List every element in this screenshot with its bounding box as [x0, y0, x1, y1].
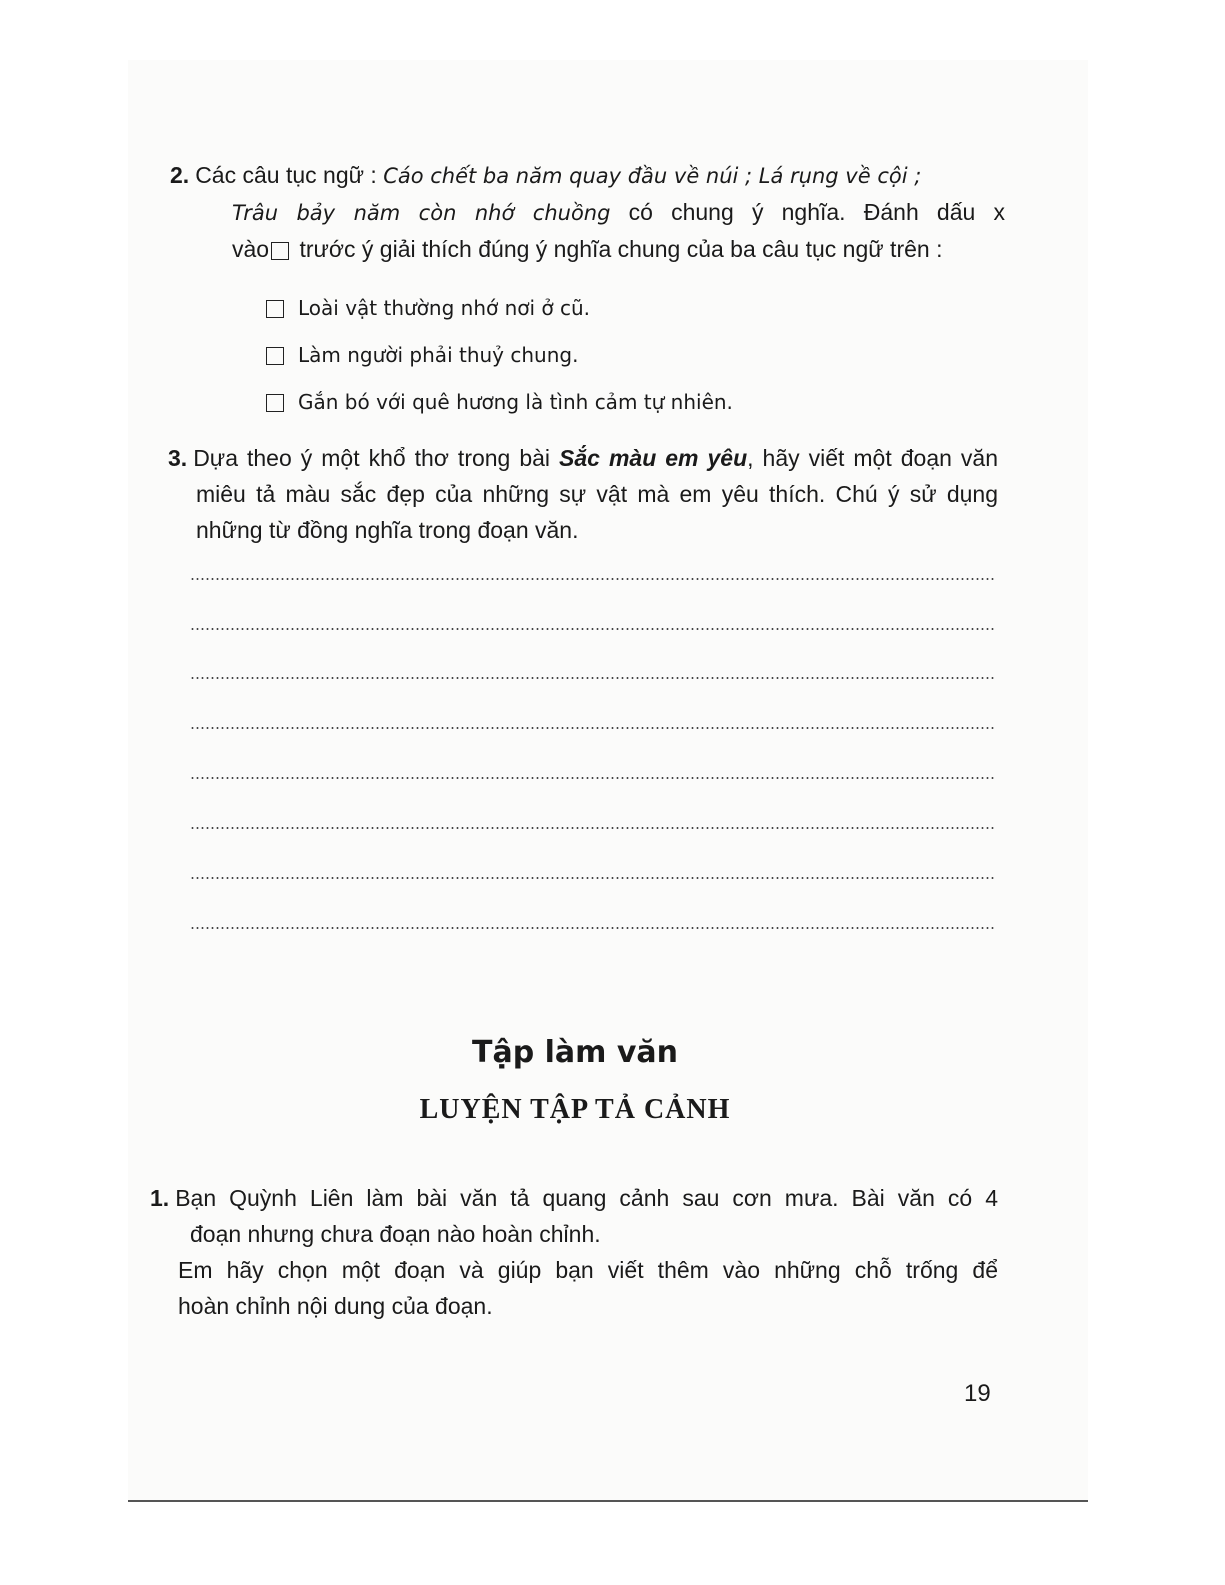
answer-line[interactable]	[190, 827, 996, 829]
question-3-text	[168, 440, 998, 548]
question-3-number: 3.	[168, 445, 188, 471]
question-2-line-3-pre: vào	[232, 236, 270, 262]
proverbs-part-b: Trâu bảy năm còn nhớ chuồng	[232, 201, 611, 225]
checkbox-icon	[271, 242, 289, 260]
question-1-line-4: hoàn chỉnh nội dung của đoạn.	[178, 1293, 493, 1319]
question-2-line-2	[170, 194, 1005, 231]
question-2	[170, 157, 1005, 267]
section-title: Tập làm văn	[471, 1035, 678, 1070]
question-2-intro: Các câu tục ngữ :	[195, 162, 384, 188]
checkbox-icon[interactable]	[266, 300, 284, 318]
answer-line[interactable]	[190, 628, 996, 630]
checkbox-icon[interactable]	[266, 394, 284, 412]
answer-line[interactable]	[190, 677, 996, 679]
question-2-line-1	[170, 157, 1005, 194]
question-1-line-3: Em hãy chọn một đoạn và giúp bạn viết thêm vào những chỗ trống để	[178, 1257, 998, 1283]
answer-option-label: Loài vật thường nhớ nơi ở cũ.	[298, 296, 591, 320]
question-1-line-1-text: Bạn Quỳnh Liên làm bài văn tả quang cảnh sau cơn mưa. Bài văn có 4	[175, 1185, 998, 1211]
question-3-text-b: , hãy viết một đoạn văn miêu tả màu sắc đẹp của những sự vật mà em yêu thích. Chú ý sử dụng những từ đồng nghĩa trong đoạn văn.	[196, 445, 998, 543]
answer-option-label: Gắn bó với quê hương là tình cảm tự nhiên.	[298, 390, 733, 414]
question-1-line-2: đoạn nhưng chưa đoạn nào hoàn chỉnh.	[190, 1221, 601, 1247]
question-1-number: 1.	[150, 1185, 170, 1211]
answer-option[interactable]	[264, 382, 733, 429]
answer-option[interactable]	[264, 288, 733, 335]
question-3	[168, 440, 998, 548]
question-3-text-a: Dựa theo ý một khổ thơ trong bài	[193, 445, 560, 471]
answer-line[interactable]	[190, 727, 996, 729]
question-1	[150, 1180, 998, 1324]
answer-line[interactable]	[190, 927, 996, 929]
page-number: 19	[964, 1380, 991, 1407]
question-2-line-3-post: trước ý giải thích đúng ý nghĩa chung của ba câu tục ngữ trên :	[293, 236, 943, 262]
answer-option-label: Làm người phải thuỷ chung.	[298, 343, 579, 367]
answer-options	[264, 288, 733, 429]
bottom-divider	[128, 1500, 1088, 1502]
section-subtitle: LUYỆN TẬP TẢ CẢNH	[419, 1094, 731, 1125]
checkbox-icon[interactable]	[266, 347, 284, 365]
poem-title: Sắc màu em yêu	[559, 445, 748, 471]
question-2-number: 2.	[170, 162, 190, 188]
proverbs-part-a: Cáo chết ba năm quay đầu về núi ; Lá rụng về cội ;	[383, 164, 922, 188]
answer-line[interactable]	[190, 877, 996, 879]
answer-line[interactable]	[190, 578, 996, 580]
answer-option[interactable]	[264, 335, 733, 382]
answer-line[interactable]	[190, 777, 996, 779]
question-1-line-1	[150, 1180, 998, 1216]
question-2-line-2-rest: có chung ý nghĩa. Đánh dấu x	[610, 199, 1005, 225]
question-2-line-3	[170, 231, 1005, 267]
